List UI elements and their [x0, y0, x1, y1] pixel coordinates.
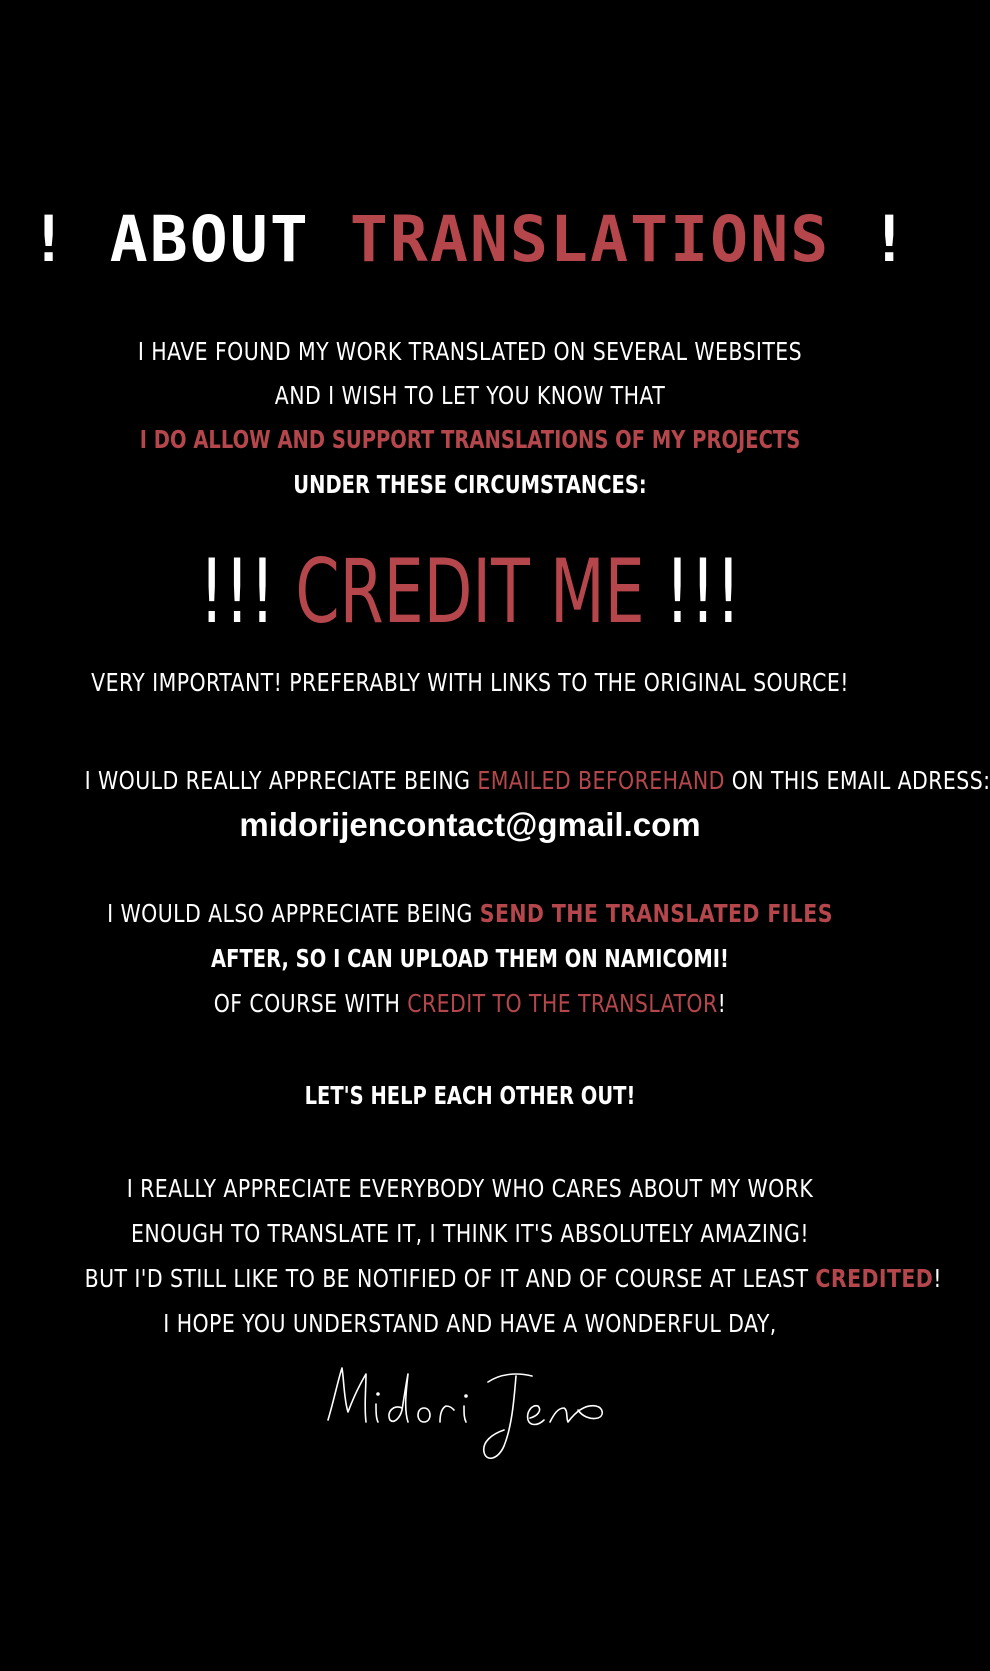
email-request-after: ON THIS EMAIL ADRESS:	[731, 766, 990, 795]
signature-image	[320, 1360, 620, 1470]
files-line-1-before: I WOULD ALSO APPRECIATE BEING	[107, 899, 473, 928]
files-line-3-before: OF COURSE WITH	[213, 989, 401, 1018]
files-line-3-highlight: CREDIT TO THE TRANSLATOR	[407, 989, 718, 1018]
files-line-1	[85, 899, 856, 928]
files-line-2: AFTER, SO I CAN UPLOAD THEM ON NAMICOMI!	[211, 944, 729, 973]
credit-bangs-right: !!!	[664, 540, 742, 643]
credit-me-heading	[132, 540, 809, 643]
closing-line-3	[84, 1264, 942, 1293]
credit-note: VERY IMPORTANT! PREFERABLY WITH LINKS TO THE ORIGINAL SOURCE!	[91, 668, 849, 697]
intro-line-1: I HAVE FOUND MY WORK TRANSLATED ON SEVERAL WEBSITES	[137, 337, 803, 366]
email-request-before: I WOULD REALLY APPRECIATE BEING	[84, 766, 471, 795]
title-word-translations: TRANSLATIONS	[349, 203, 831, 277]
help-each-other-line: LET'S HELP EACH OTHER OUT!	[304, 1081, 636, 1110]
email-request-highlight: EMAILED BEFOREHAND	[477, 766, 725, 795]
page-title	[0, 203, 964, 277]
closing-line-4: I HOPE YOU UNDERSTAND AND HAVE A WONDERFUL DAY,	[163, 1309, 777, 1338]
files-line-3-after: !	[717, 989, 727, 1018]
contact-email: midorijencontact@gmail.com	[239, 806, 701, 843]
files-line-3	[85, 989, 856, 1018]
credit-me-text: CREDIT ME	[295, 540, 645, 643]
closing-line-3-before: BUT I'D STILL LIKE TO BE NOTIFIED OF IT AND OF COURSE AT LEAST	[84, 1264, 809, 1293]
intro-line-2: AND I WISH TO LET YOU KNOW THAT	[274, 381, 666, 410]
intro-line-4: UNDER THESE CIRCUMSTANCES:	[293, 470, 647, 499]
closing-line-2: ENOUGH TO TRANSLATE IT, I THINK IT'S ABSOLUTELY AMAZING!	[131, 1219, 809, 1248]
email-request-line	[84, 766, 990, 795]
files-line-1-highlight: SEND THE TRANSLATED FILES	[479, 899, 833, 928]
closing-line-3-after: !	[933, 1264, 942, 1293]
title-bang-right: !	[870, 203, 911, 277]
title-bang-left: !	[29, 203, 70, 277]
intro-line-3: I DO ALLOW AND SUPPORT TRANSLATIONS OF MY PROJECTS	[139, 425, 801, 454]
credit-bangs-left: !!!	[198, 540, 276, 643]
title-word-about: ABOUT	[109, 203, 310, 277]
closing-line-3-highlight: CREDITED	[815, 1264, 934, 1293]
closing-line-1: I REALLY APPRECIATE EVERYBODY WHO CARES ABOUT MY WORK	[126, 1174, 814, 1203]
